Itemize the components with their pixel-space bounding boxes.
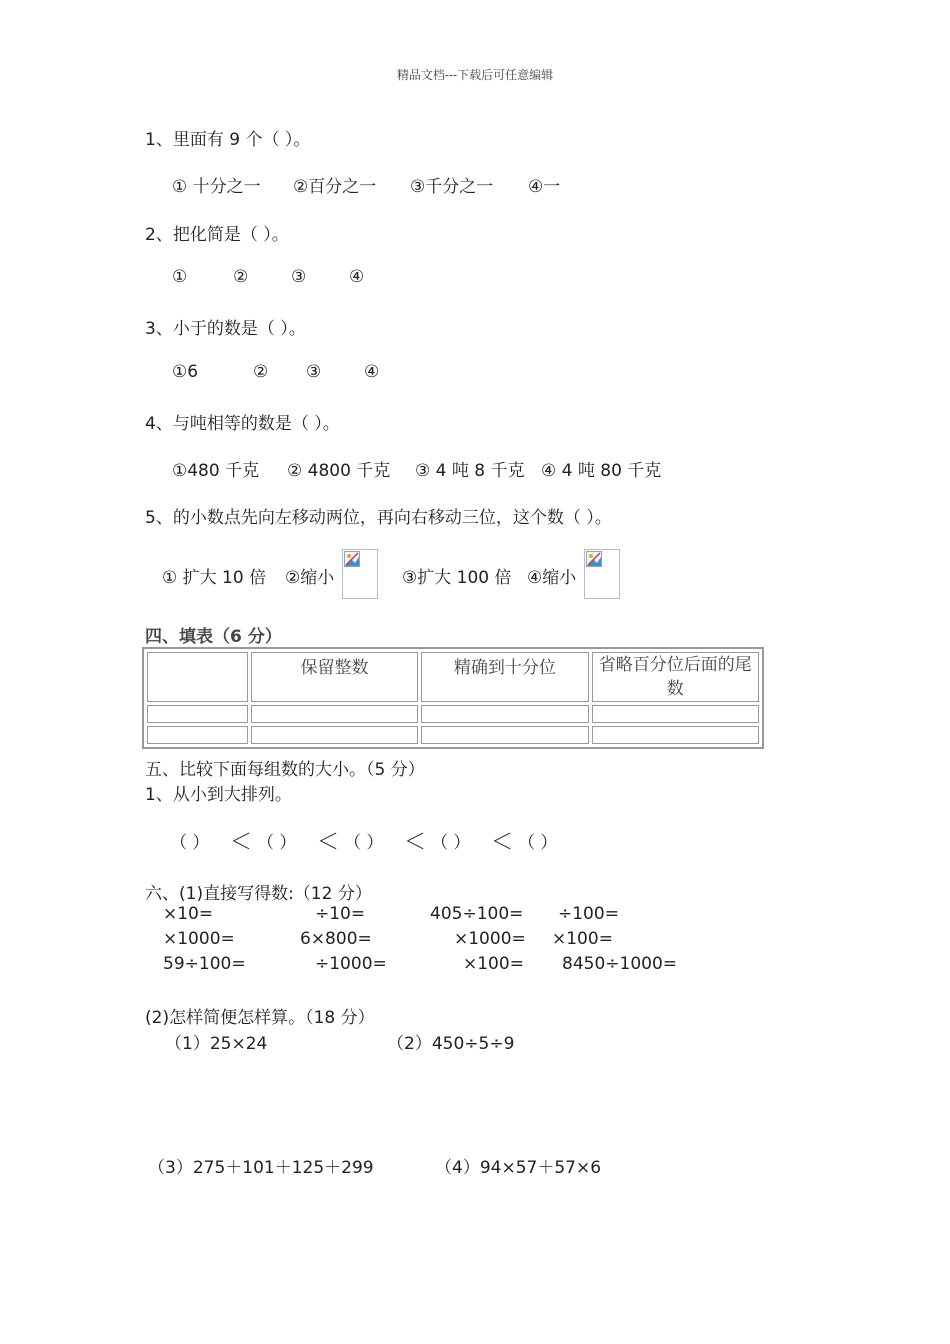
- q1-option-3: ③千分之一: [410, 177, 494, 197]
- question-2: 2、把化简是（ ）。: [145, 225, 289, 245]
- less-than-sign: ＜: [404, 830, 427, 855]
- q4-option-1: ①480 千克: [172, 461, 260, 481]
- calc-item: ×100=: [463, 954, 524, 974]
- q3-option-4: ④: [364, 362, 380, 382]
- compare-blank: （ ）: [518, 833, 558, 853]
- calc-item: 59÷100=: [163, 954, 246, 974]
- q5-option-3: ③扩大 100 倍: [402, 568, 512, 588]
- table-cell[interactable]: [421, 705, 588, 723]
- question-5: 5、的小数点先向左移动两位，再向右移动三位，这个数（ ）。: [145, 508, 612, 528]
- table-cell[interactable]: [592, 705, 759, 723]
- question-4: 4、与吨相等的数是（ ）。: [145, 414, 340, 434]
- section-5-sub: 1、从小到大排列。: [145, 785, 292, 805]
- q4-option-2: ② 4800 千克: [287, 461, 391, 481]
- q5-option-4: ④缩小: [527, 568, 577, 588]
- q1-option-4: ④一: [528, 177, 561, 197]
- table-cell[interactable]: [147, 726, 248, 744]
- problem-2: （2）450÷5÷9: [387, 1034, 515, 1054]
- calc-item: ÷100=: [558, 904, 619, 924]
- section-5-title: 五、比较下面每组数的大小。（5 分）: [145, 760, 425, 780]
- table-cell[interactable]: [147, 705, 248, 723]
- q2-option-2: ②: [233, 267, 249, 287]
- table-header-cell: 省略百分位后面的尾数: [592, 652, 759, 702]
- section-4-title: 四、填表（6 分）: [145, 627, 282, 647]
- page-header: 精品文档---下载后可任意编辑: [396, 68, 554, 82]
- image-placeholder-icon: [344, 551, 360, 567]
- q2-option-1: ①: [172, 267, 188, 287]
- calc-item: ×10=: [163, 904, 214, 924]
- compare-blank: （ ）: [257, 833, 297, 853]
- question-1: 1、里面有 9 个（ ）。: [145, 130, 311, 150]
- calc-item: ×1000=: [163, 929, 235, 949]
- section-6-part2: (2)怎样简便怎样算。（18 分）: [145, 1008, 375, 1028]
- table-cell[interactable]: [251, 705, 418, 723]
- broken-image-icon: [584, 549, 620, 599]
- q2-option-4: ④: [349, 267, 365, 287]
- q3-option-3: ③: [306, 362, 322, 382]
- table-header-cell: [147, 652, 248, 702]
- q4-option-4: ④ 4 吨 80 千克: [541, 461, 662, 481]
- calc-item: ×100=: [552, 929, 613, 949]
- problem-1: （1）25×24: [165, 1034, 268, 1054]
- image-placeholder-icon: [586, 551, 602, 567]
- calc-item: 6×800=: [300, 929, 372, 949]
- calc-item: ×1000=: [454, 929, 526, 949]
- section-6-title: 六、(1)直接写得数:（12 分）: [145, 884, 372, 904]
- less-than-sign: ＜: [491, 830, 514, 855]
- calc-item: ÷10=: [315, 904, 366, 924]
- fill-table: [142, 647, 764, 749]
- table-cell[interactable]: [592, 726, 759, 744]
- table-row: [147, 705, 759, 723]
- q3-option-1: ①6: [172, 362, 199, 382]
- problem-3: （3）275＋101＋125＋299: [148, 1158, 374, 1178]
- problem-4: （4）94×57＋57×6: [435, 1158, 602, 1178]
- table-cell[interactable]: [251, 726, 418, 744]
- q5-option-2: ②缩小: [285, 568, 335, 588]
- q4-option-3: ③ 4 吨 8 千克: [415, 461, 525, 481]
- table-header-cell: 精确到十分位: [421, 652, 588, 702]
- less-than-sign: ＜: [230, 830, 253, 855]
- less-than-sign: ＜: [317, 830, 340, 855]
- broken-image-icon: [342, 549, 378, 599]
- compare-blank: （ ）: [170, 833, 210, 853]
- calc-item: 405÷100=: [430, 904, 524, 924]
- table-header-cell: 保留整数: [251, 652, 418, 702]
- q1-option-2: ②百分之一: [293, 177, 377, 197]
- compare-blank: （ ）: [344, 833, 384, 853]
- q5-option-1: ① 扩大 10 倍: [162, 568, 267, 588]
- table-cell[interactable]: [421, 726, 588, 744]
- compare-blank: （ ）: [431, 833, 471, 853]
- calc-item: 8450÷1000=: [562, 954, 678, 974]
- question-3: 3、小于的数是（ ）。: [145, 319, 306, 339]
- q1-option-1: ① 十分之一: [172, 177, 261, 197]
- calc-item: ÷1000=: [315, 954, 387, 974]
- table-row: [147, 726, 759, 744]
- q3-option-2: ②: [253, 362, 269, 382]
- q2-option-3: ③: [291, 267, 307, 287]
